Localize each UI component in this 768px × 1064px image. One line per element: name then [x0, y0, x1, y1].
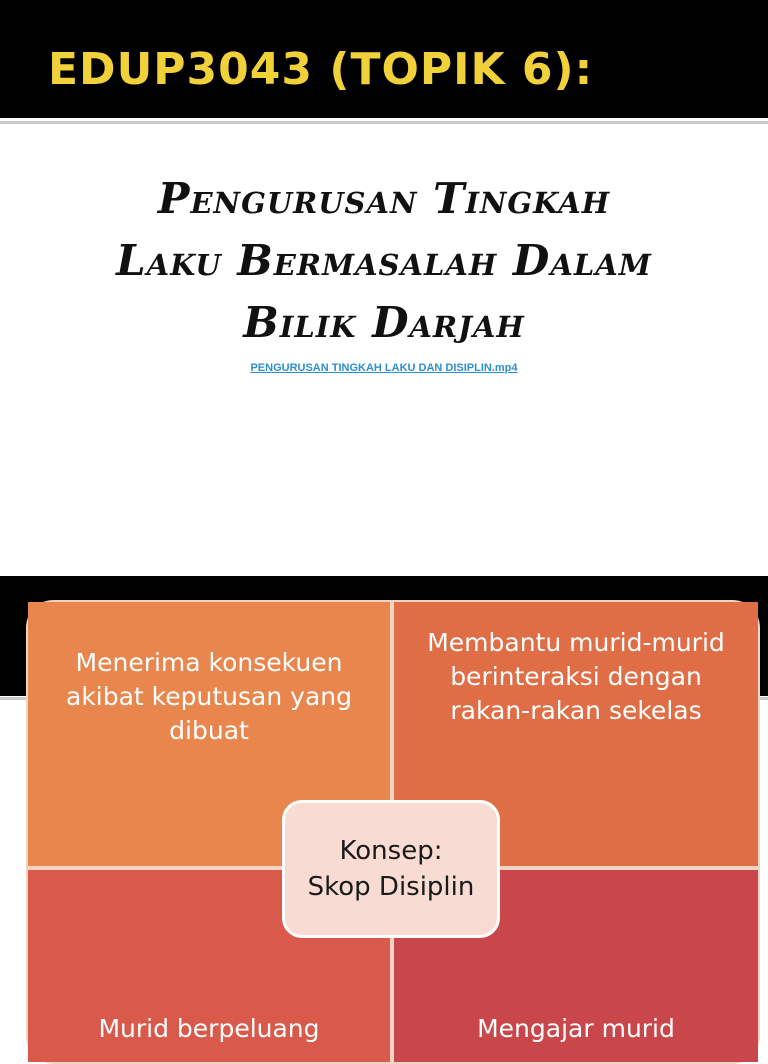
video-link[interactable]: PENGURUSAN TINGKAH LAKU DAN DISIPLIN.mp4	[250, 362, 518, 374]
center-concept-line-2: Skop Disiplin	[307, 872, 475, 902]
concept-matrix	[26, 600, 760, 1064]
slide-1-heading	[40, 168, 728, 354]
slide-1-title: EDUP3043 (TOPIK 6):	[48, 44, 594, 95]
slide-1-body	[40, 168, 728, 375]
quadrant-top-right-text: Membantu murid-murid berinteraksi dengan rakan-rakan sekelas	[427, 628, 725, 725]
heading-line-1: Pengurusan Tingkah	[157, 174, 611, 223]
quadrant-top-left-text: Menerima konsekuen akibat keputusan yang dibuat	[66, 648, 352, 745]
quadrant-bottom-right-text: Mengajar murid	[477, 1014, 675, 1043]
slide-2	[0, 576, 768, 1043]
center-concept-box	[282, 800, 500, 938]
center-concept-line-1: Konsep:	[339, 836, 443, 866]
slide-1-divider	[0, 121, 768, 124]
heading-line-2: Laku Bermasalah Dalam	[116, 236, 652, 285]
slide-1-header-bar	[0, 0, 768, 118]
heading-line-3: Bilik Darjah	[243, 298, 525, 347]
quadrant-bottom-left-text: Murid berpeluang	[98, 1014, 320, 1043]
